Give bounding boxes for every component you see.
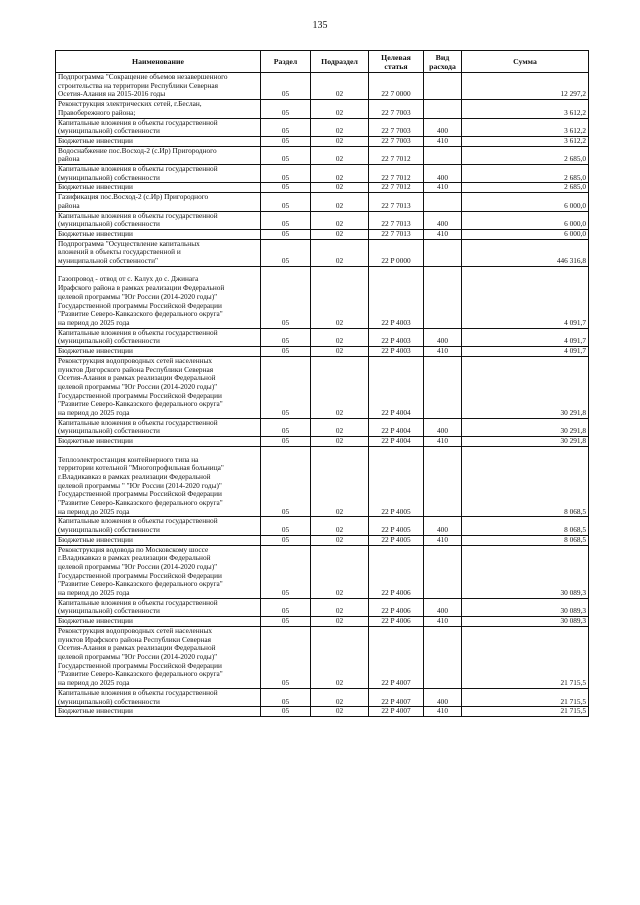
table-row	[56, 193, 589, 211]
row-target-article: 22 7 7003	[369, 118, 424, 136]
row-target-article: 22 P 4007	[369, 688, 424, 706]
row-target-article: 22 P 4004	[369, 418, 424, 436]
table-row	[56, 688, 589, 706]
row-section: 05	[261, 545, 311, 598]
row-target-article: 22 7 7003	[369, 100, 424, 118]
header-subsection: Подраздел	[311, 51, 369, 73]
row-expense-type	[424, 446, 462, 517]
row-sum: 6 000,0	[462, 193, 589, 211]
row-target-article: 22 7 7013	[369, 193, 424, 211]
row-subsection: 02	[311, 211, 369, 229]
row-subsection: 02	[311, 617, 369, 627]
row-name: Реконструкция водовода по Московскому шоссе г.Владикавказ в рамках реализации Федеральной целевой программы "Юг России (2014-2020 годы)" Государственной программы Российской Федерации "Развитие Северо-Кавказского федерального округа" на период до 2025 года	[56, 545, 261, 598]
row-sum: 2 685,0	[462, 183, 589, 193]
row-name: Подпрограмма "Осуществление капитальных вложений в объекты государственной и муниципальной собственности"	[56, 239, 261, 266]
page-number: 135	[312, 20, 328, 31]
row-expense-type: 410	[424, 707, 462, 717]
row-name: Бюджетные инвестиции	[56, 229, 261, 239]
row-sum: 446 316,8	[462, 239, 589, 266]
row-name: Капитальные вложения в объекты государственной (муниципальной) собственности	[56, 688, 261, 706]
row-sum: 21 715,5	[462, 626, 589, 688]
row-expense-type	[424, 100, 462, 118]
row-expense-type: 400	[424, 517, 462, 535]
row-expense-type: 410	[424, 136, 462, 146]
row-subsection: 02	[311, 165, 369, 183]
row-sum: 21 715,5	[462, 688, 589, 706]
row-sum: 3 612,2	[462, 100, 589, 118]
row-section: 05	[261, 688, 311, 706]
row-section: 05	[261, 598, 311, 616]
row-subsection: 02	[311, 356, 369, 418]
row-section: 05	[261, 446, 311, 517]
table-row	[56, 617, 589, 627]
row-section: 05	[261, 183, 311, 193]
row-name: Бюджетные инвестиции	[56, 136, 261, 146]
row-subsection: 02	[311, 73, 369, 100]
row-target-article: 22 P 4003	[369, 347, 424, 357]
row-expense-type	[424, 266, 462, 328]
row-subsection: 02	[311, 626, 369, 688]
row-sum: 8 068,5	[462, 446, 589, 517]
row-sum: 2 685,0	[462, 165, 589, 183]
row-name: Капитальные вложения в объекты государственной (муниципальной) собственности	[56, 598, 261, 616]
row-section: 05	[261, 517, 311, 535]
row-section: 05	[261, 347, 311, 357]
row-target-article: 22 7 7013	[369, 229, 424, 239]
row-expense-type	[424, 545, 462, 598]
row-subsection: 02	[311, 418, 369, 436]
row-sum: 8 068,5	[462, 517, 589, 535]
table-row	[56, 707, 589, 717]
row-subsection: 02	[311, 688, 369, 706]
row-subsection: 02	[311, 229, 369, 239]
row-sum: 30 291,8	[462, 418, 589, 436]
header-target-article: Целевая статья	[369, 51, 424, 73]
row-expense-type: 410	[424, 617, 462, 627]
row-subsection: 02	[311, 136, 369, 146]
row-target-article: 22 7 7003	[369, 136, 424, 146]
row-subsection: 02	[311, 239, 369, 266]
row-sum: 4 091,7	[462, 347, 589, 357]
row-subsection: 02	[311, 707, 369, 717]
table-row	[56, 266, 589, 328]
row-section: 05	[261, 356, 311, 418]
row-expense-type: 410	[424, 183, 462, 193]
row-section: 05	[261, 328, 311, 346]
row-name: Капитальные вложения в объекты государственной (муниципальной) собственности	[56, 165, 261, 183]
row-sum: 2 685,0	[462, 146, 589, 164]
row-sum: 6 000,0	[462, 211, 589, 229]
row-section: 05	[261, 100, 311, 118]
row-section: 05	[261, 535, 311, 545]
table-row	[56, 418, 589, 436]
row-expense-type: 400	[424, 211, 462, 229]
row-subsection: 02	[311, 347, 369, 357]
row-target-article: 22 P 4003	[369, 328, 424, 346]
row-target-article: 22 P 4006	[369, 545, 424, 598]
row-sum: 8 068,5	[462, 535, 589, 545]
row-target-article: 22 7 0000	[369, 73, 424, 100]
row-sum: 30 291,8	[462, 356, 589, 418]
row-target-article: 22 P 4007	[369, 626, 424, 688]
row-target-article: 22 P 0000	[369, 239, 424, 266]
row-section: 05	[261, 165, 311, 183]
table-row	[56, 118, 589, 136]
row-expense-type	[424, 193, 462, 211]
row-sum: 30 089,3	[462, 598, 589, 616]
row-subsection: 02	[311, 517, 369, 535]
row-expense-type: 400	[424, 118, 462, 136]
table-row	[56, 73, 589, 100]
row-sum: 30 089,3	[462, 545, 589, 598]
table-row	[56, 229, 589, 239]
row-target-article: 22 7 7013	[369, 211, 424, 229]
table-row	[56, 626, 589, 688]
table-row	[56, 183, 589, 193]
table-row	[56, 347, 589, 357]
table-row	[56, 437, 589, 447]
table-body	[56, 73, 589, 717]
row-name: Бюджетные инвестиции	[56, 183, 261, 193]
row-section: 05	[261, 211, 311, 229]
header-sum: Сумма	[462, 51, 589, 73]
row-section: 05	[261, 626, 311, 688]
row-target-article: 22 P 4006	[369, 617, 424, 627]
row-target-article: 22 P 4005	[369, 446, 424, 517]
row-name: Бюджетные инвестиции	[56, 347, 261, 357]
row-target-article: 22 P 4005	[369, 517, 424, 535]
table-row	[56, 100, 589, 118]
row-subsection: 02	[311, 193, 369, 211]
row-name: Газопровод - отвод от с. Калух до с. Джинага Ирафского района в рамках реализации Федеральной целевой программы "Юг России (2014-2020 годы)" Государственной программы Российской Федерации "Развитие Северо-Кавказского федерального округа" на период до 2025 года	[56, 266, 261, 328]
row-name: Газификация пос.Восход-2 (с.Ир) Пригородного района	[56, 193, 261, 211]
row-target-article: 22 P 4004	[369, 356, 424, 418]
row-target-article: 22 P 4005	[369, 535, 424, 545]
table-header-row	[56, 51, 589, 73]
row-target-article: 22 7 7012	[369, 165, 424, 183]
row-sum: 12 297,2	[462, 73, 589, 100]
row-expense-type: 400	[424, 328, 462, 346]
table-row	[56, 328, 589, 346]
table-row	[56, 136, 589, 146]
row-target-article: 22 P 4003	[369, 266, 424, 328]
row-subsection: 02	[311, 183, 369, 193]
row-sum: 3 612,2	[462, 136, 589, 146]
row-sum: 30 291,8	[462, 437, 589, 447]
row-expense-type: 410	[424, 229, 462, 239]
row-section: 05	[261, 266, 311, 328]
row-expense-type: 410	[424, 347, 462, 357]
table-row	[56, 239, 589, 266]
row-name: Подпрограмма "Сокращение объемов незавершенного строительства на территории Республики Северная Осетия-Алания на 2015-2016 годы	[56, 73, 261, 100]
row-section: 05	[261, 146, 311, 164]
row-subsection: 02	[311, 446, 369, 517]
row-expense-type: 410	[424, 437, 462, 447]
row-target-article: 22 P 4006	[369, 598, 424, 616]
table-row	[56, 356, 589, 418]
row-expense-type: 410	[424, 535, 462, 545]
row-sum: 6 000,0	[462, 229, 589, 239]
header-name: Наименование	[56, 51, 261, 73]
row-target-article: 22 P 4004	[369, 437, 424, 447]
row-subsection: 02	[311, 328, 369, 346]
row-expense-type	[424, 146, 462, 164]
row-sum: 4 091,7	[462, 266, 589, 328]
budget-table	[55, 50, 589, 717]
row-section: 05	[261, 118, 311, 136]
header-section: Раздел	[261, 51, 311, 73]
row-section: 05	[261, 707, 311, 717]
row-section: 05	[261, 73, 311, 100]
row-expense-type: 400	[424, 598, 462, 616]
row-expense-type	[424, 626, 462, 688]
table-row	[56, 211, 589, 229]
row-subsection: 02	[311, 146, 369, 164]
table-row	[56, 598, 589, 616]
table-row	[56, 517, 589, 535]
row-expense-type	[424, 356, 462, 418]
row-name: Капитальные вложения в объекты государственной (муниципальной) собственности	[56, 118, 261, 136]
row-sum: 30 089,3	[462, 617, 589, 627]
row-name: Бюджетные инвестиции	[56, 535, 261, 545]
header-expense-type: Вид расхода	[424, 51, 462, 73]
row-subsection: 02	[311, 535, 369, 545]
row-subsection: 02	[311, 266, 369, 328]
row-expense-type: 400	[424, 165, 462, 183]
row-expense-type	[424, 73, 462, 100]
row-subsection: 02	[311, 545, 369, 598]
row-name: Теплоэлектростанция контейнерного типа на территории котельной "Многопрофильная больница" г.Владикавказ в рамках реализации Федеральной целевой программы " "Юг России (2014-2020 годы)" Государственной программы Российской Федерации "Развитие Северо-Кавказского федерального округа" на период до 2025 года	[56, 446, 261, 517]
row-section: 05	[261, 617, 311, 627]
table-row	[56, 545, 589, 598]
row-sum: 4 091,7	[462, 328, 589, 346]
row-name: Реконструкция электрических сетей, г.Беслан, Правобережного района;	[56, 100, 261, 118]
row-name: Реконструкция водопроводных сетей населенных пунктов Дигорского района Республики Северная Осетия-Алания в рамках реализации Федеральной целевой программы "Юг России (2014-2020 годы)" Государственной программы Российской Федерации "Развитие Северо-Кавказского федерального округа" на период до 2025 года	[56, 356, 261, 418]
row-name: Реконструкция водопроводных сетей населенных пунктов Ирафского района Республики Северная Осетия-Алания в рамках реализации Федеральной целевой программы "Юг России (2014-2020 годы)" Государственной программы Российской Федерации "Развитие Северо-Кавказского федерального округа" на период до 2025 года	[56, 626, 261, 688]
row-expense-type	[424, 239, 462, 266]
row-section: 05	[261, 239, 311, 266]
row-subsection: 02	[311, 100, 369, 118]
row-target-article: 22 7 7012	[369, 146, 424, 164]
row-section: 05	[261, 193, 311, 211]
row-name: Капитальные вложения в объекты государственной (муниципальной) собственности	[56, 517, 261, 535]
table-row	[56, 535, 589, 545]
row-section: 05	[261, 418, 311, 436]
row-section: 05	[261, 437, 311, 447]
row-target-article: 22 7 7012	[369, 183, 424, 193]
row-name: Капитальные вложения в объекты государственной (муниципальной) собственности	[56, 418, 261, 436]
table-row	[56, 446, 589, 517]
row-target-article: 22 P 4007	[369, 707, 424, 717]
row-section: 05	[261, 229, 311, 239]
row-section: 05	[261, 136, 311, 146]
row-subsection: 02	[311, 118, 369, 136]
row-name: Бюджетные инвестиции	[56, 707, 261, 717]
row-expense-type: 400	[424, 688, 462, 706]
row-sum: 3 612,2	[462, 118, 589, 136]
row-name: Капитальные вложения в объекты государственной (муниципальной) собственности	[56, 211, 261, 229]
row-name: Бюджетные инвестиции	[56, 617, 261, 627]
row-expense-type: 400	[424, 418, 462, 436]
table-row	[56, 165, 589, 183]
row-name: Капитальные вложения в объекты государственной (муниципальной) собственности	[56, 328, 261, 346]
row-name: Водоснабжение пос.Восход-2 (с.Ир) Пригородного района	[56, 146, 261, 164]
row-subsection: 02	[311, 598, 369, 616]
row-subsection: 02	[311, 437, 369, 447]
table-row	[56, 146, 589, 164]
row-name: Бюджетные инвестиции	[56, 437, 261, 447]
row-sum: 21 715,5	[462, 707, 589, 717]
